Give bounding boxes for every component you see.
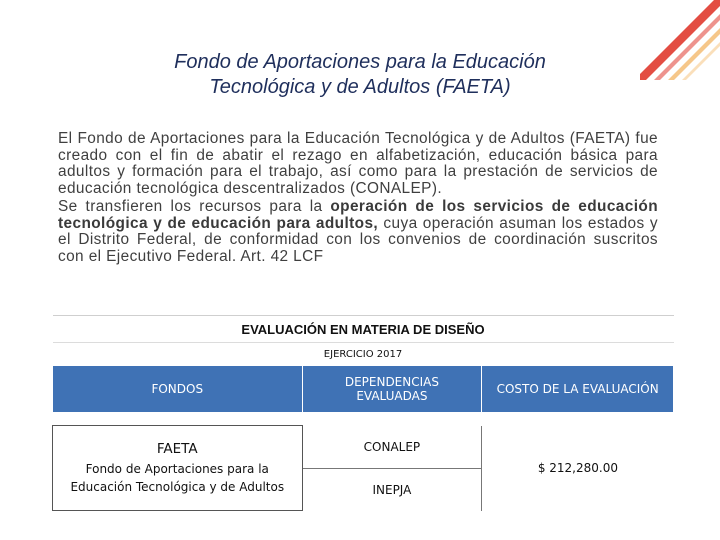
fondo-long-name-line-2: Educación Tecnológica y de Adultos [70,480,285,494]
header-costo: COSTO DE LA EVALUACIÓN [482,366,674,413]
table-subcaption: EJERCICIO 2017 [53,343,674,366]
fondo-cell [53,426,303,511]
page-title [60,50,660,100]
paragraph-2-start: Se transfieren los recursos para la [58,198,331,215]
paragraph-2-end: cuya operación asuman los estados y el Distrito Federal, de conformidad con los convenios de coordinación suscritos con el Ejecutivo Federal. Art. 42 LCF [58,214,658,265]
header-fondos: FONDOS [53,366,303,413]
table-caption: EVALUACIÓN EN MATERIA DE DISEÑO [53,316,674,343]
evaluation-table [52,315,674,511]
body-text [58,131,658,267]
paragraph-2-bold: operación de los servicios de educación tecnológica y de educación para adultos, [58,198,659,232]
fondo-long-name-line-1: Fondo de Aportaciones para la [85,462,269,476]
paragraph-2 [58,199,658,265]
header-dependencias-line-2: EVALUADAS [356,389,428,403]
paragraph-1: El Fondo de Aportaciones para la Educación Tecnológica y de Adultos (FAETA) fue creado con el fin de abatir el rezago en alfabetización, educación básica para adultos y formación para el trabajo, así como para la prestación de servicios de educación tecnológica descentralizados (CONALEP). [58,130,658,197]
dependencia-conalep: CONALEP [302,426,482,469]
header-dependencias-line-1: DEPENDENCIAS [344,375,439,389]
fondo-short-name: FAETA [156,441,198,457]
costo-value: $ 212,280.00 [482,426,674,511]
header-dependencias [302,366,482,413]
dependencia-inepja: INEPJA [302,468,482,511]
title-line-2: Tecnológica y de Adultos (FAETA) [209,76,511,98]
title-line-1: Fondo de Aportaciones para la Educación [174,51,546,73]
